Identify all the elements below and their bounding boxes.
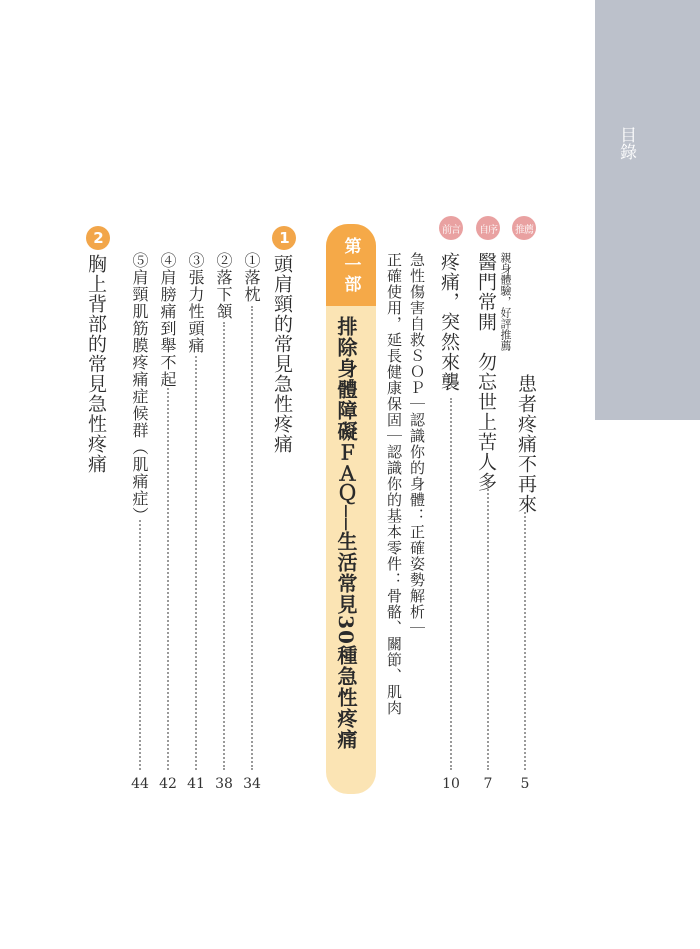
section-tab bbox=[595, 0, 700, 420]
entry-small-label: 親身體驗，好評推薦 bbox=[499, 252, 512, 351]
leader-dots bbox=[139, 520, 141, 770]
badge-foreword: 前言 bbox=[439, 216, 463, 240]
part-tag: 第一部 bbox=[326, 224, 376, 306]
leader-dots bbox=[524, 512, 526, 770]
badge-recommend: 推薦 bbox=[512, 216, 536, 240]
toc-item[interactable]: ②落下頷 bbox=[214, 252, 233, 320]
toc-item[interactable]: ③張力性頭痛 bbox=[186, 252, 205, 354]
leader-dots bbox=[487, 482, 489, 770]
toc-item[interactable]: ④肩膀痛到舉不起 bbox=[158, 252, 177, 388]
entry-title[interactable]: 患者疼痛不再來 bbox=[515, 374, 537, 514]
page-number: 34 bbox=[243, 776, 261, 792]
page-number: 42 bbox=[159, 776, 177, 792]
entry-title[interactable]: 醫門常開 勿忘世上苦人多 bbox=[475, 252, 497, 492]
foreword-summary-line: 正確使用，延長健康保固｜認識你的基本零件：骨骼、關節、肌肉 bbox=[385, 252, 403, 716]
toc-item[interactable]: ⑤肩頸肌筋膜疼痛症候群（肌痛症） bbox=[130, 252, 149, 524]
entry-title[interactable]: 疼痛，突然來襲 bbox=[438, 252, 460, 392]
page-number: 7 bbox=[483, 776, 493, 792]
leader-dots bbox=[223, 322, 225, 770]
chapter-number-badge: 2 bbox=[86, 226, 110, 250]
page-number: 10 bbox=[442, 776, 460, 792]
foreword-summary-line: 急性傷害自救ＳＯＰ｜認識你的身體：正確姿勢解析｜ bbox=[408, 252, 426, 636]
page-number: 5 bbox=[520, 776, 530, 792]
chapter-title[interactable]: 胸上背部的常見急性疼痛 bbox=[85, 254, 107, 474]
leader-dots bbox=[450, 398, 452, 770]
badge-preface: 自序 bbox=[476, 216, 500, 240]
page-number: 38 bbox=[215, 776, 233, 792]
leader-dots bbox=[251, 306, 253, 770]
chapter-title[interactable]: 頭肩頸的常見急性疼痛 bbox=[271, 254, 293, 454]
leader-dots bbox=[167, 388, 169, 770]
part-title[interactable]: 排除身體障礙ＦＡＱ──生活常見30種急性疼痛 bbox=[334, 316, 358, 750]
section-tab-label: 目錄 bbox=[616, 126, 636, 160]
leader-dots bbox=[195, 356, 197, 770]
page-number: 41 bbox=[187, 776, 205, 792]
toc-item[interactable]: ①落枕 bbox=[242, 252, 261, 303]
page-number: 44 bbox=[131, 776, 149, 792]
chapter-number-badge: 1 bbox=[272, 226, 296, 250]
